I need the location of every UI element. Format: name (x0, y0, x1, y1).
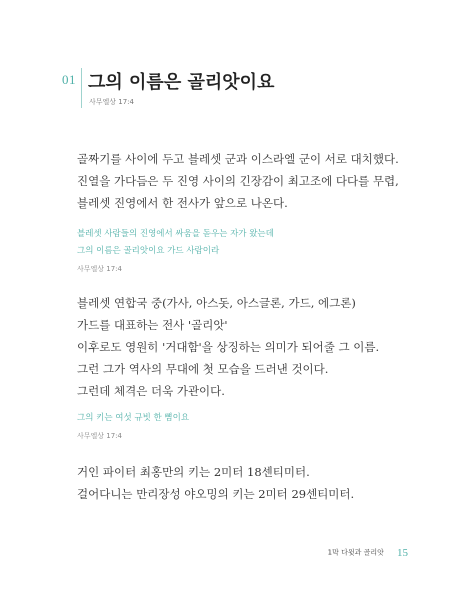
paragraph-line: 이후로도 영원히 '거대함'을 상징하는 의미가 되어줄 그 이름. (77, 340, 380, 354)
chapter-title: 그의 이름은 골리앗이요 (88, 72, 275, 93)
paragraph-3 (77, 461, 407, 505)
quote-line: 그의 이름은 골리앗이요 가드 사람이라 (77, 246, 220, 256)
paragraph-line: 블레셋 진영에서 한 전사가 앞으로 나온다. (77, 196, 288, 210)
paragraph-2 (77, 292, 407, 402)
page-footer (328, 542, 408, 561)
quote-line: 블레셋 사람들의 진영에서 싸움을 돋우는 자가 왔는데 (77, 229, 274, 239)
paragraph-line: 그런데 체격은 더욱 가관이다. (77, 384, 225, 398)
quote-line: 그의 키는 여섯 규빗 한 뼘이요 (77, 413, 190, 423)
paragraph-1 (77, 148, 407, 214)
chapter-reference: 사무엘상 17:4 (89, 98, 134, 106)
scripture-quote-1 (77, 226, 407, 260)
chapter-number: 01 (62, 72, 76, 87)
paragraph-line: 그런 그가 역사의 무대에 첫 모습을 드러낸 것이다. (77, 362, 329, 376)
chapter-divider (81, 68, 82, 108)
quote-reference: 사무엘상 17:4 (77, 432, 122, 440)
scripture-quote-2 (77, 410, 407, 427)
quote-reference: 사무엘상 17:4 (77, 265, 122, 273)
page-number: 15 (397, 546, 408, 559)
paragraph-line: 가드를 대표하는 전사 '골리앗' (77, 318, 228, 332)
paragraph-line: 거인 파이터 최홍만의 키는 2미터 18센티미터. (77, 465, 310, 479)
paragraph-line: 블레셋 연합국 중(가사, 아스돗, 아스글론, 가드, 에그론) (77, 296, 356, 310)
paragraph-line: 진열을 가다듬은 두 진영 사이의 긴장감이 최고조에 다다를 무렵, (77, 174, 399, 188)
paragraph-line: 골짜기를 사이에 두고 블레셋 군과 이스라엘 군이 서로 대치했다. (77, 152, 399, 166)
paragraph-line: 걸어다니는 만리장성 야오밍의 키는 2미터 29센티미터. (77, 487, 355, 501)
running-title: 1막 다윗과 골리앗 (327, 548, 384, 557)
